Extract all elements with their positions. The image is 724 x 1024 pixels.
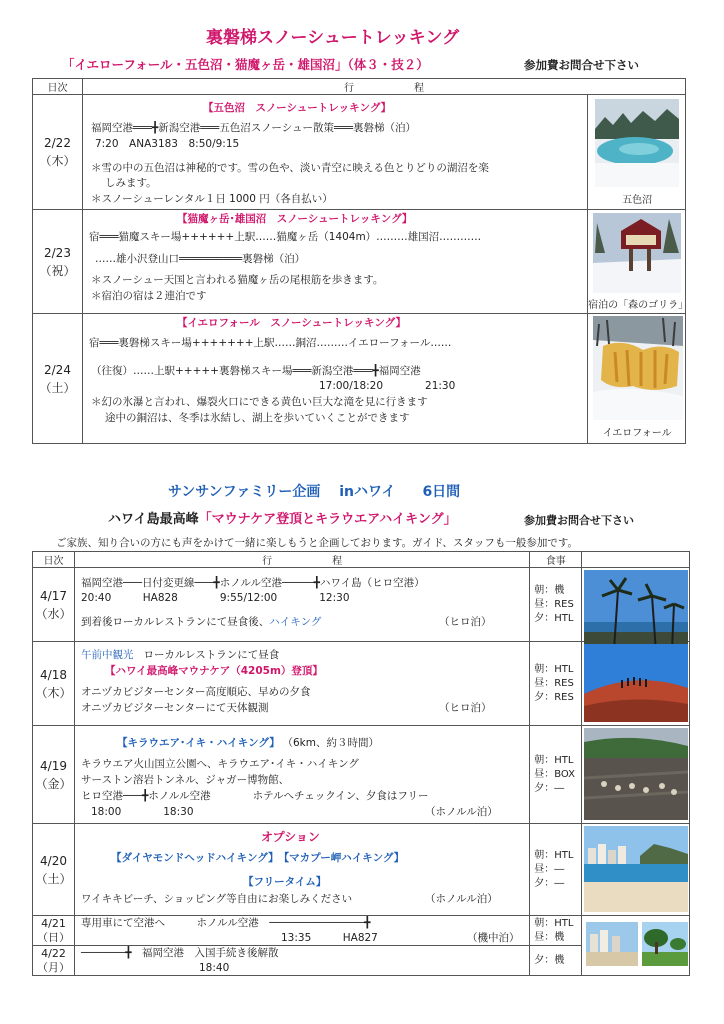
day-cell bbox=[33, 95, 83, 210]
section2-fee: 参加費お問合せ下さい bbox=[524, 514, 634, 527]
table-row bbox=[33, 568, 690, 642]
note-line: 途中の銅沼は、冬季は氷結し、湖上を歩いていくことができます bbox=[104, 412, 410, 424]
section2-title bbox=[168, 481, 460, 501]
route-times: 13:35 HA827 bbox=[280, 932, 378, 944]
table-row bbox=[33, 916, 690, 946]
day-heading: 【五色沼 スノーシュートレッキング】 bbox=[202, 102, 392, 114]
header-meal: 食事 bbox=[530, 552, 582, 568]
header-plan: 行 程 bbox=[82, 79, 685, 95]
photo-cell bbox=[588, 95, 686, 210]
yellow-fall-photo bbox=[593, 316, 683, 420]
route-times: 7:20 ANA3183 8:50/9:15 bbox=[94, 138, 240, 150]
photo-cell bbox=[582, 568, 690, 642]
plan-cell bbox=[74, 726, 529, 824]
option-label: オプション bbox=[260, 830, 320, 844]
activity-text: ローカルレストランにて昼食 bbox=[143, 649, 280, 661]
photo-cell bbox=[582, 642, 690, 726]
snowshoe-itinerary-table bbox=[32, 78, 689, 444]
activity-line bbox=[81, 615, 321, 630]
section2-title-place: inハワイ bbox=[339, 484, 396, 500]
meal-dinner: 夕：HTL bbox=[534, 612, 574, 624]
note-line: ＊スノーシューレンタル１日 1000 円（各自払い） bbox=[90, 193, 333, 205]
table-row bbox=[33, 314, 686, 444]
activity-line: オニヅカビジターセンターにて天体観測 bbox=[80, 702, 269, 714]
meal-cell bbox=[530, 824, 582, 916]
meal-lunch: 昼：RES bbox=[534, 677, 574, 689]
plan-cell bbox=[74, 642, 529, 726]
section1-title: 裏磐梯スノーシュートレッキング bbox=[206, 28, 460, 48]
day-cell bbox=[33, 642, 75, 726]
activity-line: キラウエア火山国立公園へ、キラウエア･イキ・ハイキング bbox=[80, 758, 359, 770]
section1-fee: 参加費お問合せ下さい bbox=[524, 58, 639, 72]
meal-cell bbox=[530, 726, 582, 824]
note-line: しみます。 bbox=[104, 177, 157, 189]
section2-subtitle-a: ハワイ島最高峰 bbox=[108, 512, 199, 527]
route-times: 18:00 18:30 bbox=[90, 806, 194, 818]
stay-label: （ヒロ泊） bbox=[438, 702, 492, 714]
day-heading: 【ダイヤモンドヘッドハイキング】 【マカプー岬ハイキング】 bbox=[110, 852, 405, 864]
header-day: 日次 bbox=[33, 79, 83, 95]
section2-title-days: 6日間 bbox=[422, 484, 461, 500]
route-line: （往復）……上駅+++++裏磐梯スキー場═══新潟空港═══╋福岡空港 bbox=[90, 365, 421, 377]
day-date: 2/24 bbox=[44, 362, 71, 377]
photo-cell bbox=[588, 314, 686, 444]
activity-text: 到着後ローカルレストランにて昼食後、 bbox=[80, 616, 270, 628]
day-date: 4/17 bbox=[40, 588, 67, 603]
activity-line: ワイキキビーチ、ショッピング等自由にお楽しみください bbox=[80, 893, 353, 905]
route-line: ……雄小沢登山口══════════裏磐梯（泊） bbox=[94, 253, 306, 265]
day-weekday: （土） bbox=[35, 871, 72, 886]
goshikinuma-photo bbox=[595, 99, 679, 187]
day-heading: 【猫魔ヶ岳･雄国沼 スノーシュートレッキング】 bbox=[176, 213, 413, 225]
plan-cell bbox=[74, 916, 529, 946]
day-weekday: （木） bbox=[39, 154, 76, 168]
table-row bbox=[33, 210, 686, 314]
meal-cell bbox=[530, 642, 582, 726]
day-date: 2/22 bbox=[44, 136, 71, 150]
route-line: 専用車にて空港へ ホノルル空港 ───────────────╋ bbox=[80, 917, 371, 929]
day-date: 4/21 bbox=[41, 916, 66, 930]
meal-dinner: 夕：― bbox=[534, 782, 565, 794]
activity-line: サーストン溶岩トンネル、ジャガー博物館、 bbox=[80, 774, 290, 786]
meal-lunch: 昼：― bbox=[534, 863, 565, 875]
day-cell bbox=[33, 916, 75, 946]
route-times: 17:00/18:20 21:30 bbox=[318, 380, 456, 392]
section2-subtitle-b: 「マウナケア登頂とキラウエアハイキング」 bbox=[198, 512, 457, 527]
meal-breakfast: 朝：HTL bbox=[534, 754, 574, 766]
day-cell bbox=[33, 946, 75, 976]
day-heading: 【キラウエア･イキ・ハイキング】 bbox=[116, 737, 280, 749]
day-date: 4/20 bbox=[40, 853, 67, 868]
day-date: 4/19 bbox=[40, 758, 67, 773]
note-line: ＊スノーシュー天国と言われる猫魔ヶ岳の尾根筋を歩きます。 bbox=[90, 274, 384, 286]
plan-cell bbox=[74, 824, 529, 916]
activity-line bbox=[81, 648, 279, 663]
honolulu-resort-photo bbox=[586, 922, 638, 966]
plan-cell bbox=[74, 946, 529, 976]
table-row bbox=[33, 95, 686, 210]
table-row bbox=[33, 642, 690, 726]
day-weekday: （日） bbox=[36, 930, 70, 944]
day-date: 4/22 bbox=[41, 946, 66, 960]
route-line: ───────╋ 福岡空港 入国手続き後解散 bbox=[80, 947, 279, 959]
kilauea-hike-photo bbox=[584, 728, 688, 820]
day-weekday: （金） bbox=[35, 776, 72, 791]
activity-highlight: 午前中観光 bbox=[80, 649, 134, 661]
table-row bbox=[33, 824, 690, 916]
day-heading-line bbox=[117, 736, 379, 751]
day-cell bbox=[33, 314, 83, 444]
waikiki-beach-photo bbox=[584, 826, 688, 912]
meal-dinner: 夕：機 bbox=[534, 954, 565, 966]
day-heading: 【イエロフォール スノーシュートレッキング】 bbox=[176, 317, 406, 329]
section2-intro: ご家族、知り合いの方にも声をかけて一緒に楽しもうと企画しております。ガイド、スタッフも一般参加です。 bbox=[56, 537, 579, 549]
section2-title-main: サンサンファミリー企画 bbox=[168, 484, 321, 500]
day-date: 4/18 bbox=[40, 667, 67, 682]
meal-dinner: 夕：RES bbox=[534, 691, 574, 703]
stay-label: （ホノルル泊） bbox=[424, 893, 498, 905]
meal-cell bbox=[530, 916, 582, 946]
mauna-kea-photo bbox=[584, 644, 688, 722]
photo-caption: 五色沼 bbox=[622, 195, 653, 206]
stay-label: （ヒロ泊） bbox=[438, 616, 492, 628]
stay-label: （ホノルル泊） bbox=[424, 806, 498, 818]
meal-breakfast: 朝：HTL bbox=[534, 663, 574, 675]
plan-cell bbox=[82, 210, 587, 314]
park-tree-photo bbox=[642, 922, 688, 966]
photo-caption: 宿泊の「森のゴリラ」 bbox=[588, 300, 689, 311]
photo-cell bbox=[582, 726, 690, 824]
plan-cell bbox=[82, 95, 587, 210]
day-cell bbox=[33, 210, 83, 314]
meal-cell bbox=[530, 946, 582, 976]
day-weekday: （木） bbox=[35, 685, 72, 700]
photo-cell bbox=[588, 210, 689, 314]
meal-lunch: 昼：機 bbox=[534, 931, 565, 943]
route-line: 福岡空港═══╋新潟空港═══五色沼スノーシュー散策═══裏磐梯（泊） bbox=[90, 122, 416, 134]
activity-line: オニヅカビジターセンター高度順応、早めの夕食 bbox=[80, 686, 311, 698]
section2-subtitle bbox=[108, 508, 457, 527]
meal-breakfast: 朝：機 bbox=[534, 584, 565, 596]
route-line: ヒロ空港───╋ホノルル空港 ホテルへチェックイン、夕食はフリー bbox=[80, 790, 429, 802]
route-line: 宿═══裏磐梯スキー場+++++++上駅……銅沼………イエローフォール…… bbox=[88, 337, 452, 349]
day-heading: 【ハワイ最高峰マウナケア（4205m）登頂】 bbox=[104, 665, 323, 677]
meal-breakfast: 朝：HTL bbox=[534, 849, 574, 861]
plan-cell bbox=[82, 314, 587, 444]
route-line: 福岡空港───日付変更線───╋ホノルル空港─────╋ハワイ島（ヒロ空港） bbox=[80, 577, 425, 589]
photo-cell bbox=[582, 916, 690, 976]
meal-dinner: 夕：― bbox=[534, 877, 565, 889]
meal-lunch: 昼：RES bbox=[534, 598, 574, 610]
section1-subtitle: 「イエローフォール・五色沼・猫魔ヶ岳・雄国沼」（体３・技２） bbox=[62, 57, 429, 72]
meal-cell bbox=[530, 568, 582, 642]
free-time-label: 【フリータイム】 bbox=[242, 876, 327, 888]
activity-highlight: ハイキング bbox=[269, 616, 322, 628]
heading-note: （6km、約３時間） bbox=[287, 737, 379, 749]
day-cell bbox=[33, 568, 75, 642]
day-cell bbox=[33, 726, 75, 824]
meal-lunch: 昼：BOX bbox=[534, 768, 576, 780]
day-cell bbox=[33, 824, 75, 916]
route-line: 宿═══猫魔スキー場++++++上駅……猫魔ヶ岳（1404m）………雄国沼………… bbox=[88, 231, 482, 243]
day-weekday: （水） bbox=[35, 606, 72, 621]
day-weekday: （土） bbox=[39, 380, 76, 395]
table-row bbox=[33, 726, 690, 824]
header-day: 日次 bbox=[33, 552, 75, 568]
hawaii-itinerary-table bbox=[32, 551, 690, 976]
note-line: ＊雪の中の五色沼は神秘的です。雪の色や、淡い青空に映える色とりどりの湖沼を楽 bbox=[90, 162, 489, 174]
route-times: 18:40 bbox=[198, 962, 230, 974]
header-photo bbox=[582, 552, 690, 568]
note-line: ＊宿泊の宿は２連泊です bbox=[90, 290, 207, 302]
photo-cell bbox=[582, 824, 690, 916]
day-date: 2/23 bbox=[44, 245, 71, 260]
day-weekday: （祝） bbox=[39, 263, 76, 278]
day-weekday: （月） bbox=[36, 960, 70, 974]
note-line: ＊幻の氷瀑と言われ、爆裂火口にできる黄色い巨大な滝を見に行きます bbox=[90, 396, 428, 408]
stay-label: （機中泊） bbox=[466, 932, 520, 944]
header-plan: 行 程 bbox=[74, 552, 529, 568]
plan-cell bbox=[74, 568, 529, 642]
lodge-sign-photo bbox=[593, 213, 681, 293]
route-times: 20:40 HA828 9:55/12:00 12:30 bbox=[80, 592, 350, 604]
meal-breakfast: 朝：HTL bbox=[534, 917, 574, 929]
photo-caption: イエロフォール bbox=[602, 428, 672, 439]
